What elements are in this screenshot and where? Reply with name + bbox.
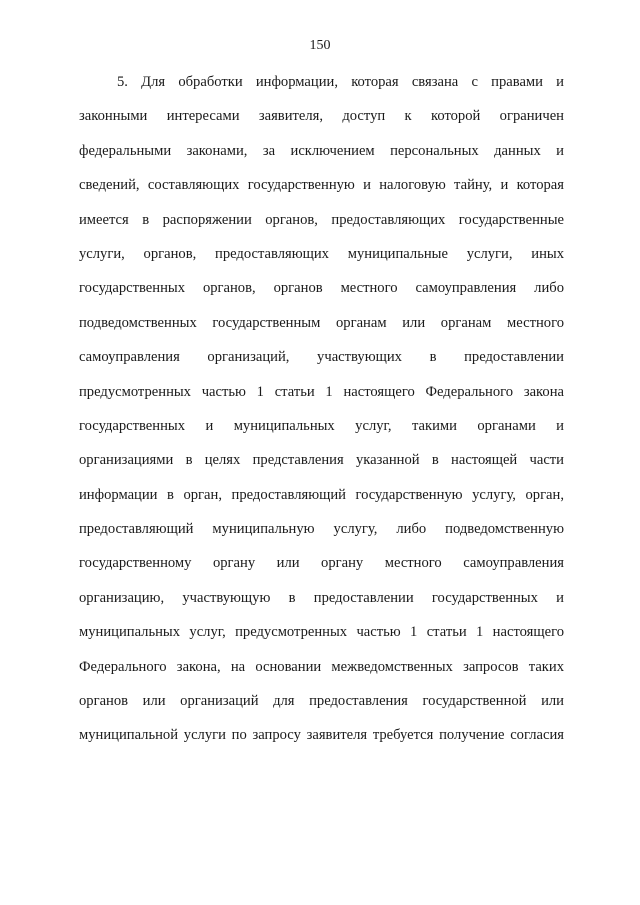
- text-line: государственному органу или органу местного самоуправления: [79, 555, 564, 572]
- text-line: услуги, органов, предоставляющих муниципальные услуги, иных: [79, 245, 564, 262]
- text-line: имеется в распоряжении органов, предоставляющих государственные: [79, 211, 564, 228]
- text-line: информации в орган, предоставляющий государственную услугу, орган,: [79, 486, 564, 503]
- text-line: организацию, участвующую в предоставлении государственных и: [79, 589, 564, 606]
- text-line: муниципальных услуг, предусмотренных частью 1 статьи 1 настоящего: [79, 624, 564, 641]
- text-line: федеральными законами, за исключением персональных данных и: [79, 142, 564, 159]
- text-line: самоуправления организаций, участвующих в предоставлении: [79, 349, 564, 366]
- text-line: государственных органов, органов местного самоуправления либо: [79, 280, 564, 297]
- text-line: организациями в целях представления указанной в настоящей части: [79, 452, 564, 469]
- text-line: 5. Для обработки информации, которая связана с правами и: [117, 74, 564, 90]
- text-line: предусмотренных частью 1 статьи 1 настоящего Федерального закона: [79, 383, 564, 400]
- paragraph-5: [79, 72, 564, 760]
- text-line: государственных и муниципальных услуг, такими органами и: [79, 417, 564, 434]
- page-number: 150: [309, 38, 331, 53]
- text-line: подведомственных государственным органам или органам местного: [79, 314, 564, 331]
- text-line: предоставляющий муниципальную услугу, либо подведомственную: [79, 521, 564, 538]
- text-line: законными интересами заявителя, доступ к которой ограничен: [79, 108, 564, 125]
- text-line: муниципальной услуги по запросу заявителя требуется получение согласия: [79, 727, 564, 744]
- text-line: сведений, составляющих государственную и налоговую тайну, и которая: [79, 177, 564, 194]
- text-line: Федерального закона, на основании межведомственных запросов таких: [79, 658, 564, 675]
- text-line: органов или организаций для предоставления государственной или: [79, 693, 564, 710]
